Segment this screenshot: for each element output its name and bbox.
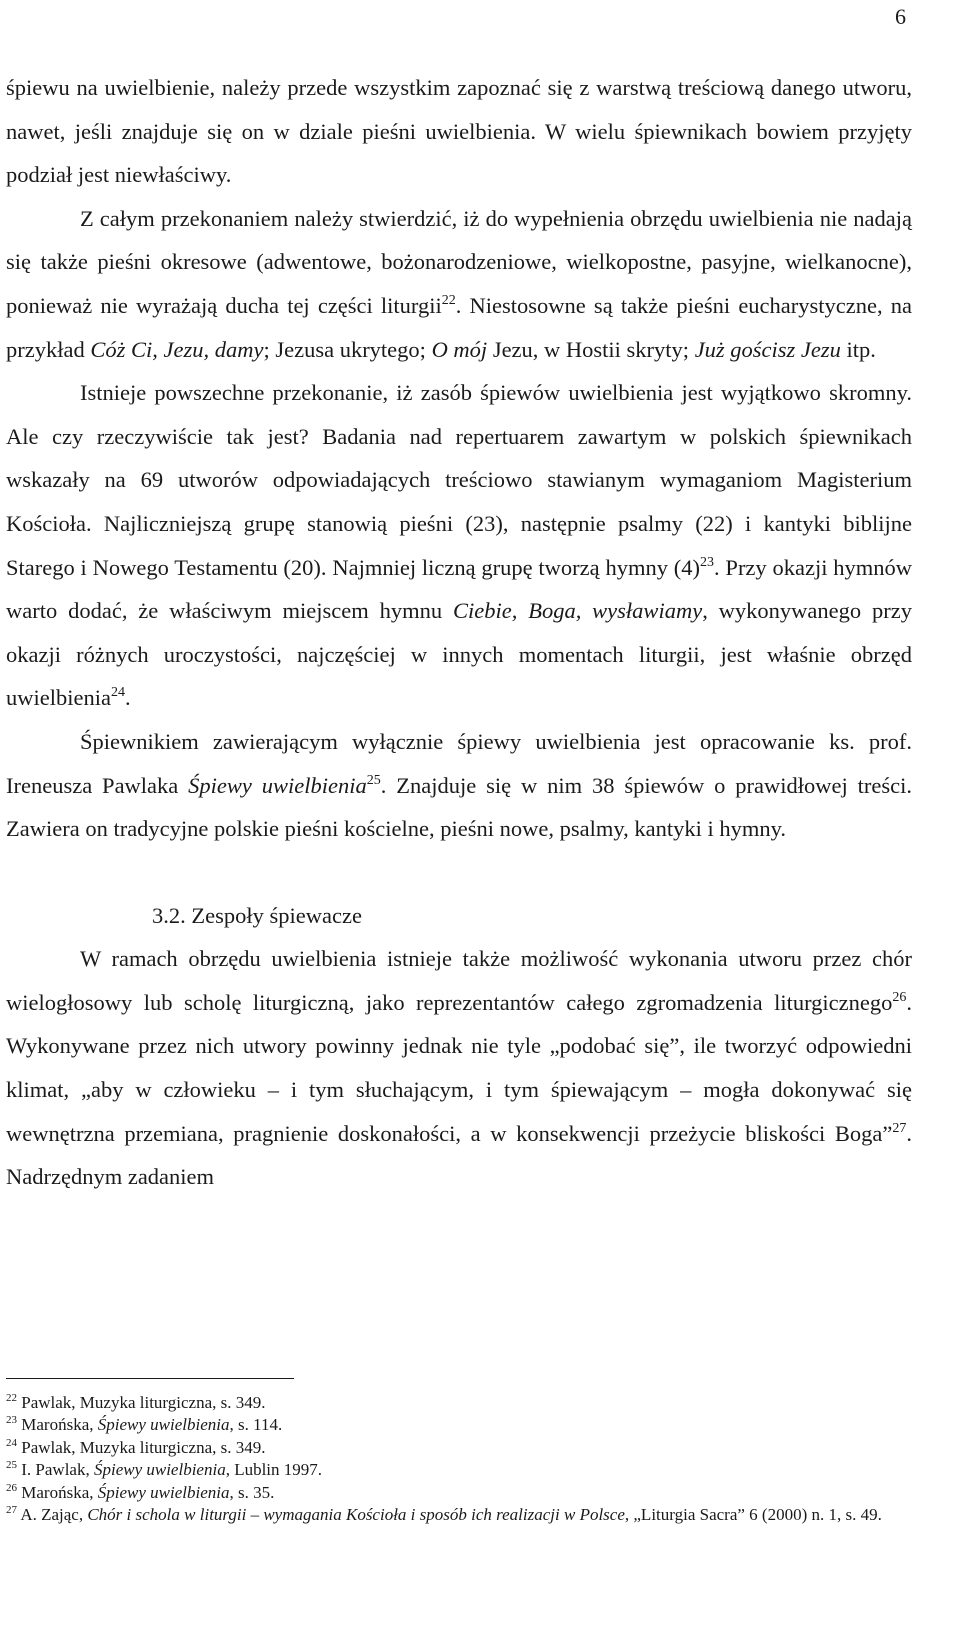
paragraph-2-text-b: . Niestosowne są także pieśni eucharystyczne, na przykład bbox=[6, 292, 912, 362]
paragraph-1: śpiewu na uwielbienie, należy przede wszystkim zapoznać się z warstwą treściową danego utworu, nawet, jeśli znajduje się on w dziale pieśni uwielbienia. W wielu śpiewnikach bowiem przyjęty podział jest niewłaściwy. bbox=[6, 75, 912, 188]
paragraph-2 bbox=[6, 197, 912, 371]
main-text bbox=[6, 66, 912, 1199]
hymn-title-juz-goscisz-jezu: Już gościsz Jezu bbox=[694, 336, 841, 362]
footnote-text: Marońska, bbox=[21, 1415, 98, 1435]
footnote-text: , s. 35. bbox=[229, 1482, 275, 1502]
hymn-title-coz-ci-jezu-damy: Cóż Ci, Jezu, damy bbox=[90, 336, 264, 362]
paragraph-5-text-b: . Wykonywane przez nich utwory powinny jednak nie tyle „podobać się”, ile tworzyć odpowiedni klimat, „aby w człowieku – i tym słuchającym, i tym śpiewającym – mogła dokonywać się wewnętrzna przemiana, pragnienie doskonałości, a w konsekwencji przeżycie bliskości Boga” bbox=[6, 989, 912, 1146]
book-title-spiewy-uwielbienia: Śpiewy uwielbienia bbox=[188, 772, 367, 798]
footnote-24 bbox=[6, 1437, 912, 1459]
footnote-26 bbox=[6, 1482, 912, 1504]
paragraph-2-text-d: Jezu, w Hostii skryty; bbox=[487, 336, 695, 362]
page-number: 6 bbox=[895, 4, 906, 29]
footnote-number: 25 bbox=[6, 1459, 17, 1472]
paragraph-3-text-a: Istnieje powszechne przekonanie, iż zasób śpiewów uwielbienia jest wyjątkowo skromny. Ale czy rzeczywiście tak jest? Badania nad repertuarem zawartym w polskich śpiewnikach wskazały na 69 utworów odpowiadających treściowo stawianym wymaganiom Magisterium Kościoła. Najliczniejszą grupę stanowią pieśni (23), następnie psalmy (22) i kantyki biblijne Starego i Nowego Testamentu (20). Najmniej liczną grupę tworzą hymny (4) bbox=[6, 380, 912, 580]
footnote-text: Pawlak, Muzyka liturgiczna, s. 349. bbox=[21, 1437, 266, 1457]
footnote-number: 26 bbox=[6, 1481, 17, 1494]
footnote-text: , s. 114. bbox=[229, 1415, 283, 1435]
footnote-italic: Śpiewy uwielbienia bbox=[97, 1482, 230, 1502]
footnotes bbox=[6, 1392, 912, 1526]
paragraph-3-text-d: . bbox=[124, 685, 131, 711]
footnote-text: A. Zając, bbox=[20, 1505, 88, 1525]
footnote-number: 23 bbox=[6, 1414, 17, 1427]
paragraph-5-text-a: W ramach obrzędu uwielbienia istnieje także możliwość wykonania utworu przez chór wielogłosowy lub scholę liturgiczną, jako reprezentantów całego zgromadzenia liturgicznego bbox=[6, 946, 912, 1015]
footnote-italic: Chór i schola w liturgii – wymagania Kościoła i sposób ich realizacji w Polsce bbox=[87, 1505, 625, 1525]
section-heading: 3.2. Zespoły śpiewacze bbox=[152, 902, 362, 928]
paragraph-4 bbox=[6, 720, 912, 851]
hymn-title-o-moj: O mój bbox=[431, 336, 488, 362]
footnote-text: , „Liturgia Sacra” 6 (2000) n. 1, s. 49. bbox=[624, 1505, 882, 1525]
footnote-number: 27 bbox=[6, 1504, 17, 1517]
footnote-ref-23[interactable]: 23 bbox=[700, 554, 714, 570]
paragraph-2-text-a: Z całym przekonaniem należy stwierdzić, iż do wypełnienia obrzędu uwielbienia nie nadają się także pieśni okresowe (adwentowe, bożonarodzeniowe, wielkopostne, pasyjne, wielkanocne), ponieważ nie wyrażają ducha tej części liturgii bbox=[6, 205, 912, 318]
footnote-ref-22[interactable]: 22 bbox=[441, 292, 456, 308]
paragraph-5-text-c: . Nadrzędnym zadaniem bbox=[6, 1120, 912, 1190]
footnote-27 bbox=[6, 1504, 912, 1526]
footnote-number: 22 bbox=[6, 1392, 17, 1404]
footnote-25 bbox=[6, 1459, 912, 1481]
footnote-22 bbox=[6, 1392, 912, 1414]
footnote-italic: Śpiewy uwielbienia bbox=[97, 1415, 230, 1435]
footnote-number: 24 bbox=[6, 1436, 17, 1449]
footnote-ref-24[interactable]: 24 bbox=[110, 685, 125, 701]
footnote-ref-25[interactable]: 25 bbox=[366, 772, 381, 788]
paragraph-5 bbox=[6, 937, 912, 1199]
paragraph-4-text-b: . Znajduje się w nim 38 śpiewów o prawidłowej treści. Zawiera on tradycyjne polskie pieśni kościelne, pieśni nowe, psalmy, kantyki i hymny. bbox=[6, 772, 912, 842]
footnote-23 bbox=[6, 1414, 912, 1436]
paragraph-3-text-c: , wykonywanego przy okazji różnych uroczystości, najczęściej w innych momentach liturgii, jest właśnie obrzęd uwielbienia bbox=[6, 598, 912, 711]
footnote-ref-26[interactable]: 26 bbox=[892, 989, 907, 1005]
hymn-title-ciebie-boga: Ciebie, Boga, wysławiamy bbox=[452, 598, 703, 624]
paragraph-2-text-c: ; Jezusa ukrytego; bbox=[263, 336, 432, 362]
paragraph-3-text-b: . Przy okazji hymnów warto dodać, że właściwym miejscem hymnu bbox=[6, 554, 913, 624]
paragraph-2-text-e: itp. bbox=[840, 336, 876, 362]
footnote-text: , Lublin 1997. bbox=[225, 1460, 323, 1480]
paragraph-4-text-a: Śpiewnikiem zawierającym wyłącznie śpiewy uwielbienia jest opracowanie ks. prof. Ireneusza Pawlaka bbox=[6, 728, 912, 798]
footnote-separator bbox=[6, 1378, 294, 1379]
paragraph-3 bbox=[6, 371, 912, 720]
footnote-ref-27[interactable]: 27 bbox=[892, 1120, 907, 1136]
footnote-text: Pawlak, Muzyka liturgiczna, s. 349. bbox=[21, 1393, 266, 1412]
footnote-text: I. Pawlak, bbox=[21, 1460, 94, 1480]
footnote-italic: Śpiewy uwielbienia bbox=[93, 1460, 226, 1480]
footnote-text: Marońska, bbox=[21, 1482, 98, 1502]
